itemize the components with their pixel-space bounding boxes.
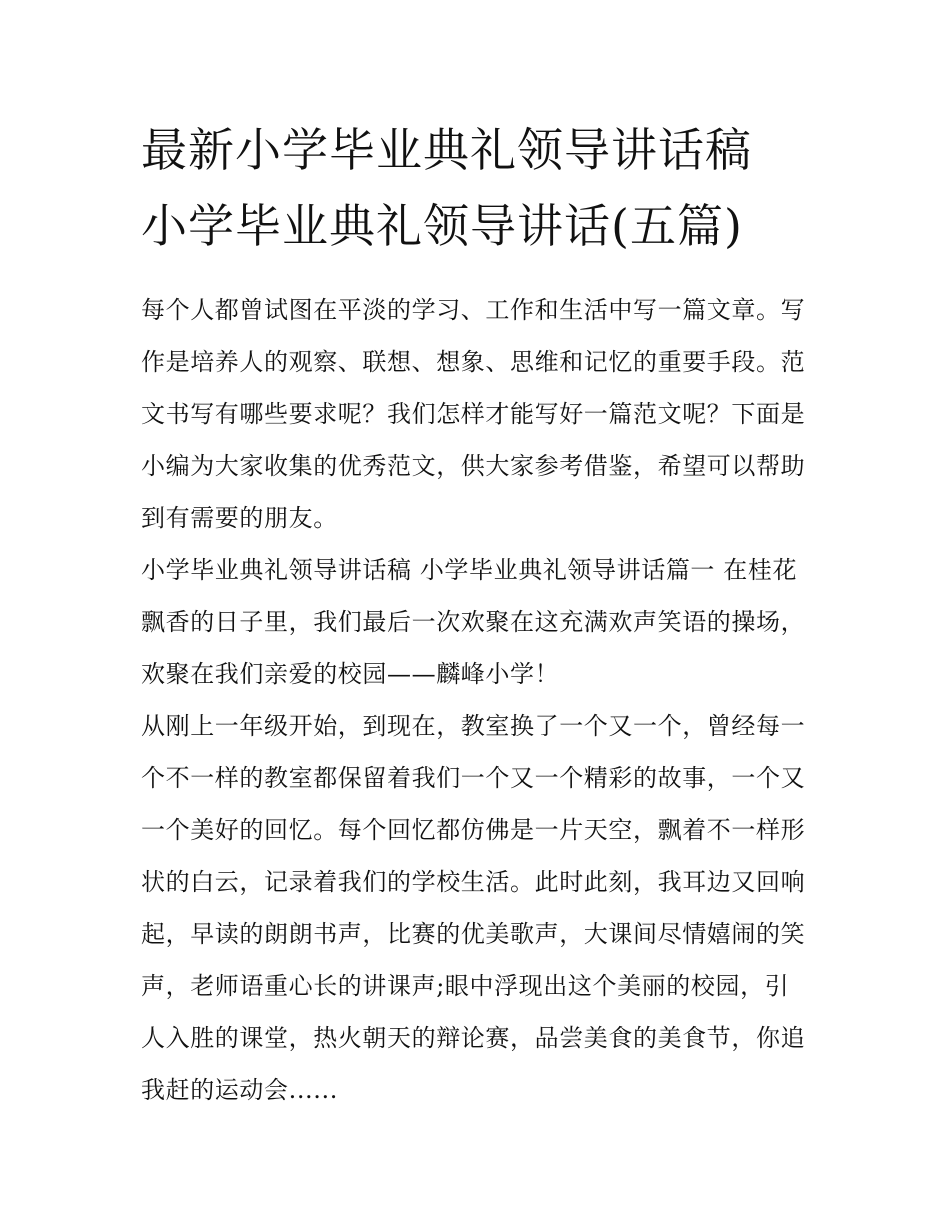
paragraph-speech-opening — [141, 544, 817, 700]
text-line: 文书写有哪些要求呢？我们怎样才能写好一篇范文呢？下面是 — [141, 400, 806, 428]
text-line: 一个美好的回忆。每个回忆都仿佛是一片天空，飘着不一样形 — [141, 816, 806, 844]
text-line: 起，早读的朗朗书声，比赛的优美歌声，大课间尽情嬉闹的笑 — [141, 920, 806, 948]
paragraph-intro — [141, 284, 817, 544]
text-line: 从刚上一年级开始，到现在，教室换了一个又一个，曾经每一 — [141, 712, 806, 740]
text-line: 小编为大家收集的优秀范文，供大家参考借鉴，希望可以帮助 — [141, 452, 806, 480]
document-title — [141, 112, 831, 264]
paragraph-memories — [141, 700, 817, 1116]
text-line: 作是培养人的观察、联想、想象、思维和记忆的重要手段。范 — [141, 348, 806, 376]
text-line: 每个人都曾试图在平淡的学习、工作和生活中写一篇文章。写 — [141, 296, 806, 324]
text-line: 小学毕业典礼领导讲话稿 小学毕业典礼领导讲话篇一 在桂花 — [141, 556, 798, 584]
text-line: 到有需要的朋友。 — [141, 504, 338, 532]
title-line-1: 最新小学毕业典礼领导讲话稿 — [141, 123, 752, 177]
title-line-2: 小学毕业典礼领导讲话(五篇) — [141, 199, 743, 253]
document-body — [141, 284, 817, 1116]
text-line: 声，老师语重心长的讲课声;眼中浮现出这个美丽的校园，引 — [141, 972, 790, 1000]
text-line: 状的白云，记录着我们的学校生活。此时此刻，我耳边又回响 — [141, 868, 806, 896]
text-line: 人入胜的课堂，热火朝天的辩论赛，品尝美食的美食节，你追 — [141, 1024, 806, 1052]
text-line: 飘香的日子里，我们最后一次欢聚在这充满欢声笑语的操场， — [141, 608, 806, 636]
text-line: 个不一样的教室都保留着我们一个又一个精彩的故事，一个又 — [141, 764, 806, 792]
text-line: 我赶的运动会...... — [141, 1076, 338, 1104]
text-line: 欢聚在我们亲爱的校园——麟峰小学！ — [141, 660, 560, 688]
